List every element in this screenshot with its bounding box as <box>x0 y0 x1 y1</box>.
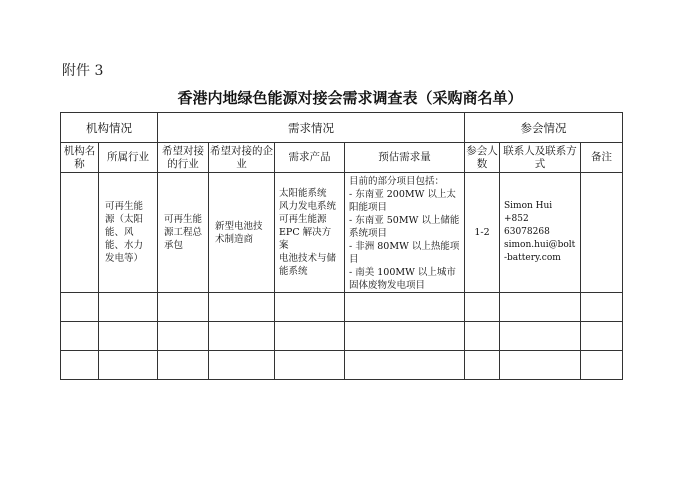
empty-cell <box>345 351 465 380</box>
cell-estimate <box>345 173 465 293</box>
cell-remark <box>581 173 623 293</box>
industry-text: 可再生能源（太阳能、风能、水力发电等） <box>105 201 144 264</box>
empty-cell <box>581 351 623 380</box>
empty-cell <box>158 322 209 351</box>
empty-cell <box>275 322 345 351</box>
contact-name: Simon Hui <box>504 201 553 211</box>
hope-industry-text: 可再生能源工程总承包 <box>164 214 203 251</box>
empty-cell <box>500 351 581 380</box>
estimate-item: - 东南亚 200MW 以上太阳能项目 <box>349 189 456 213</box>
col-header-remark: 备注 <box>581 143 623 173</box>
contact-phone: +852 63078268 <box>504 214 550 237</box>
page-title: 香港内地绿色能源对接会需求调查表（采购商名单） <box>177 89 523 107</box>
empty-cell <box>209 293 275 322</box>
table-row <box>61 322 623 351</box>
product-item: 风力发电系统 <box>279 201 337 212</box>
group-header-attend: 参会情况 <box>465 113 623 143</box>
empty-cell <box>61 351 99 380</box>
empty-cell <box>209 322 275 351</box>
group-header-row <box>61 113 623 143</box>
group-header-org: 机构情况 <box>61 113 158 143</box>
empty-cell <box>61 322 99 351</box>
group-header-demand: 需求情况 <box>158 113 465 143</box>
cell-attendees: 1-2 <box>465 173 500 293</box>
cell-industry <box>99 173 158 293</box>
product-item: 电池技术与储能系统 <box>279 253 337 277</box>
hope-company-text: 新型电池技术制造商 <box>215 220 263 245</box>
empty-cell <box>275 293 345 322</box>
empty-cell <box>99 351 158 380</box>
col-header-attendees: 参会人数 <box>465 143 500 173</box>
empty-cell <box>99 293 158 322</box>
empty-cell <box>61 293 99 322</box>
empty-cell <box>581 322 623 351</box>
product-item: EPC 解决方案 <box>279 227 332 251</box>
table-row <box>61 293 623 322</box>
cell-products <box>275 173 345 293</box>
empty-cell <box>99 322 158 351</box>
empty-cell <box>158 293 209 322</box>
col-header-hope-industry: 希望对接的行业 <box>158 143 209 173</box>
table-row <box>61 351 623 380</box>
empty-cell <box>465 322 500 351</box>
cell-contact <box>500 173 581 293</box>
empty-cell <box>500 293 581 322</box>
column-header-row <box>61 143 623 173</box>
col-header-org-name: 机构名称 <box>61 143 99 173</box>
empty-cell <box>209 351 275 380</box>
attachment-label: 附件 3 <box>62 63 104 79</box>
empty-cell <box>158 351 209 380</box>
cell-org-name <box>61 173 99 293</box>
empty-cell <box>275 351 345 380</box>
estimate-item: 目前的部分项目包括： <box>349 176 445 187</box>
col-header-estimate: 预估需求量 <box>345 143 465 173</box>
empty-cell <box>581 293 623 322</box>
cell-hope-industry <box>158 173 209 293</box>
product-item: 太阳能系统 <box>279 188 327 199</box>
empty-cell <box>465 293 500 322</box>
cell-hope-company <box>209 173 275 293</box>
estimate-item: - 东南亚 50MW 以上储能系统项目 <box>349 215 460 239</box>
empty-cell <box>500 322 581 351</box>
empty-cell <box>345 322 465 351</box>
col-header-products: 需求产品 <box>275 143 345 173</box>
product-item: 可再生能源 <box>279 214 327 225</box>
empty-cell <box>465 351 500 380</box>
col-header-hope-company: 希望对接的企业 <box>209 143 275 173</box>
estimate-item: - 南美 100MW 以上城市固体废物发电项目 <box>349 267 456 291</box>
survey-table <box>60 112 623 380</box>
empty-cell <box>345 293 465 322</box>
table-row <box>61 173 623 293</box>
col-header-industry: 所属行业 <box>99 143 158 173</box>
col-header-contact: 联系人及联系方式 <box>500 143 581 173</box>
contact-email: simon.hui@bolt-battery.com <box>504 240 576 263</box>
estimate-item: - 非洲 80MW 以上热能项目 <box>349 241 460 265</box>
